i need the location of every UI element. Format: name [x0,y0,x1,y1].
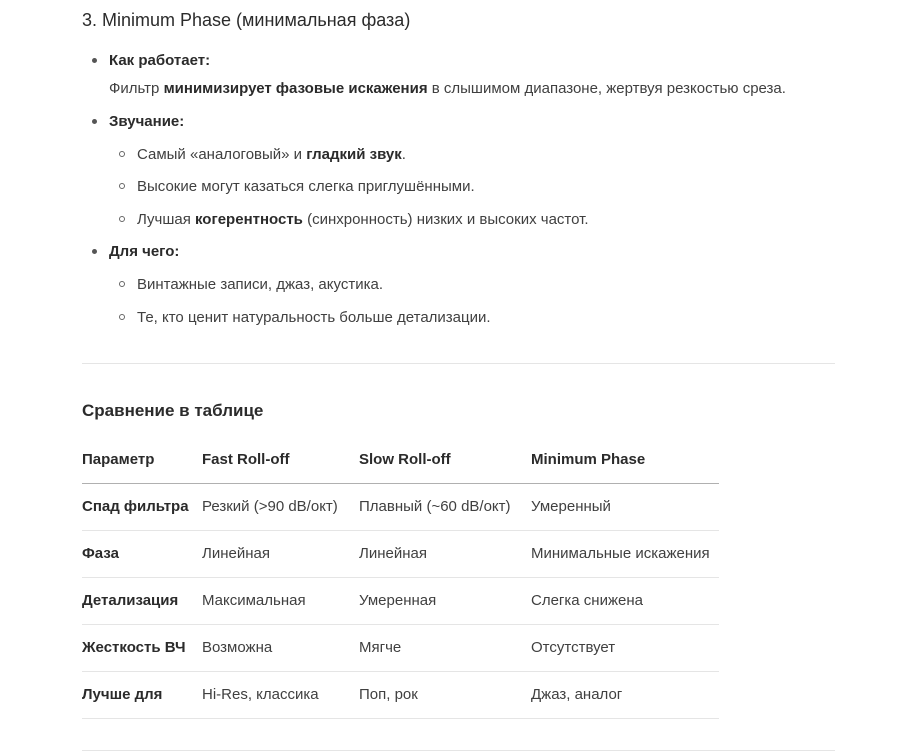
table-cell: Максимальная [202,578,359,625]
table-cell: Минимальные искажения [531,531,719,578]
list-item: Лучшая когерентность (синхронность) низких и высоких частот. [137,211,589,228]
divider [82,363,835,364]
table-cell: Линейная [359,531,531,578]
divider [82,750,835,751]
how-it-works-text: Фильтр минимизирует фазовые искажения в слышимом диапазоне, жертвуя резкостью среза. [109,80,786,97]
table-cell: Поп, рок [359,672,531,719]
table-cell: Возможна [202,625,359,672]
table-cell: Резкий (>90 dB/окт) [202,484,359,531]
comparison-title: Сравнение в таблице [82,401,264,420]
table-cell: Джаз, аналог [531,672,719,719]
table-cell: Плавный (~60 dB/окт) [359,484,531,531]
section-title: 3. Minimum Phase (минимальная фаза) [82,10,411,30]
table-row [82,625,719,672]
table-row-header: Жесткость ВЧ [82,625,202,672]
list-item: Самый «аналоговый» и гладкий звук. [137,146,406,163]
table-header-cell: Fast Roll-off [202,437,359,484]
table-row-header: Фаза [82,531,202,578]
table-row [82,672,719,719]
how-it-works-label: Как работает: [109,52,211,69]
table-row [82,578,719,625]
table-row [82,484,719,531]
table-row-header: Детализация [82,578,202,625]
sound-label: Звучание: [109,113,185,130]
table-cell: Слегка снижена [531,578,719,625]
table-cell: Мягче [359,625,531,672]
table-header-row [82,437,719,484]
table-row [82,531,719,578]
list-item: Те, кто ценит натуральность больше детализации. [137,309,491,326]
list-item: Высокие могут казаться слегка приглушёнными. [137,178,475,195]
comparison-table [82,437,719,719]
list-item: Винтажные записи, джаз, акустика. [137,276,383,293]
table-header-cell: Minimum Phase [531,437,719,484]
table-row-header: Спад фильтра [82,484,202,531]
table-cell: Отсутствует [531,625,719,672]
table-cell: Умеренная [359,578,531,625]
table-cell: Умеренный [531,484,719,531]
table-cell: Линейная [202,531,359,578]
table-cell: Hi-Res, классика [202,672,359,719]
use-for-label: Для чего: [109,243,180,260]
table-header-cell: Параметр [82,437,202,484]
table-row-header: Лучше для [82,672,202,719]
table-header-cell: Slow Roll-off [359,437,531,484]
